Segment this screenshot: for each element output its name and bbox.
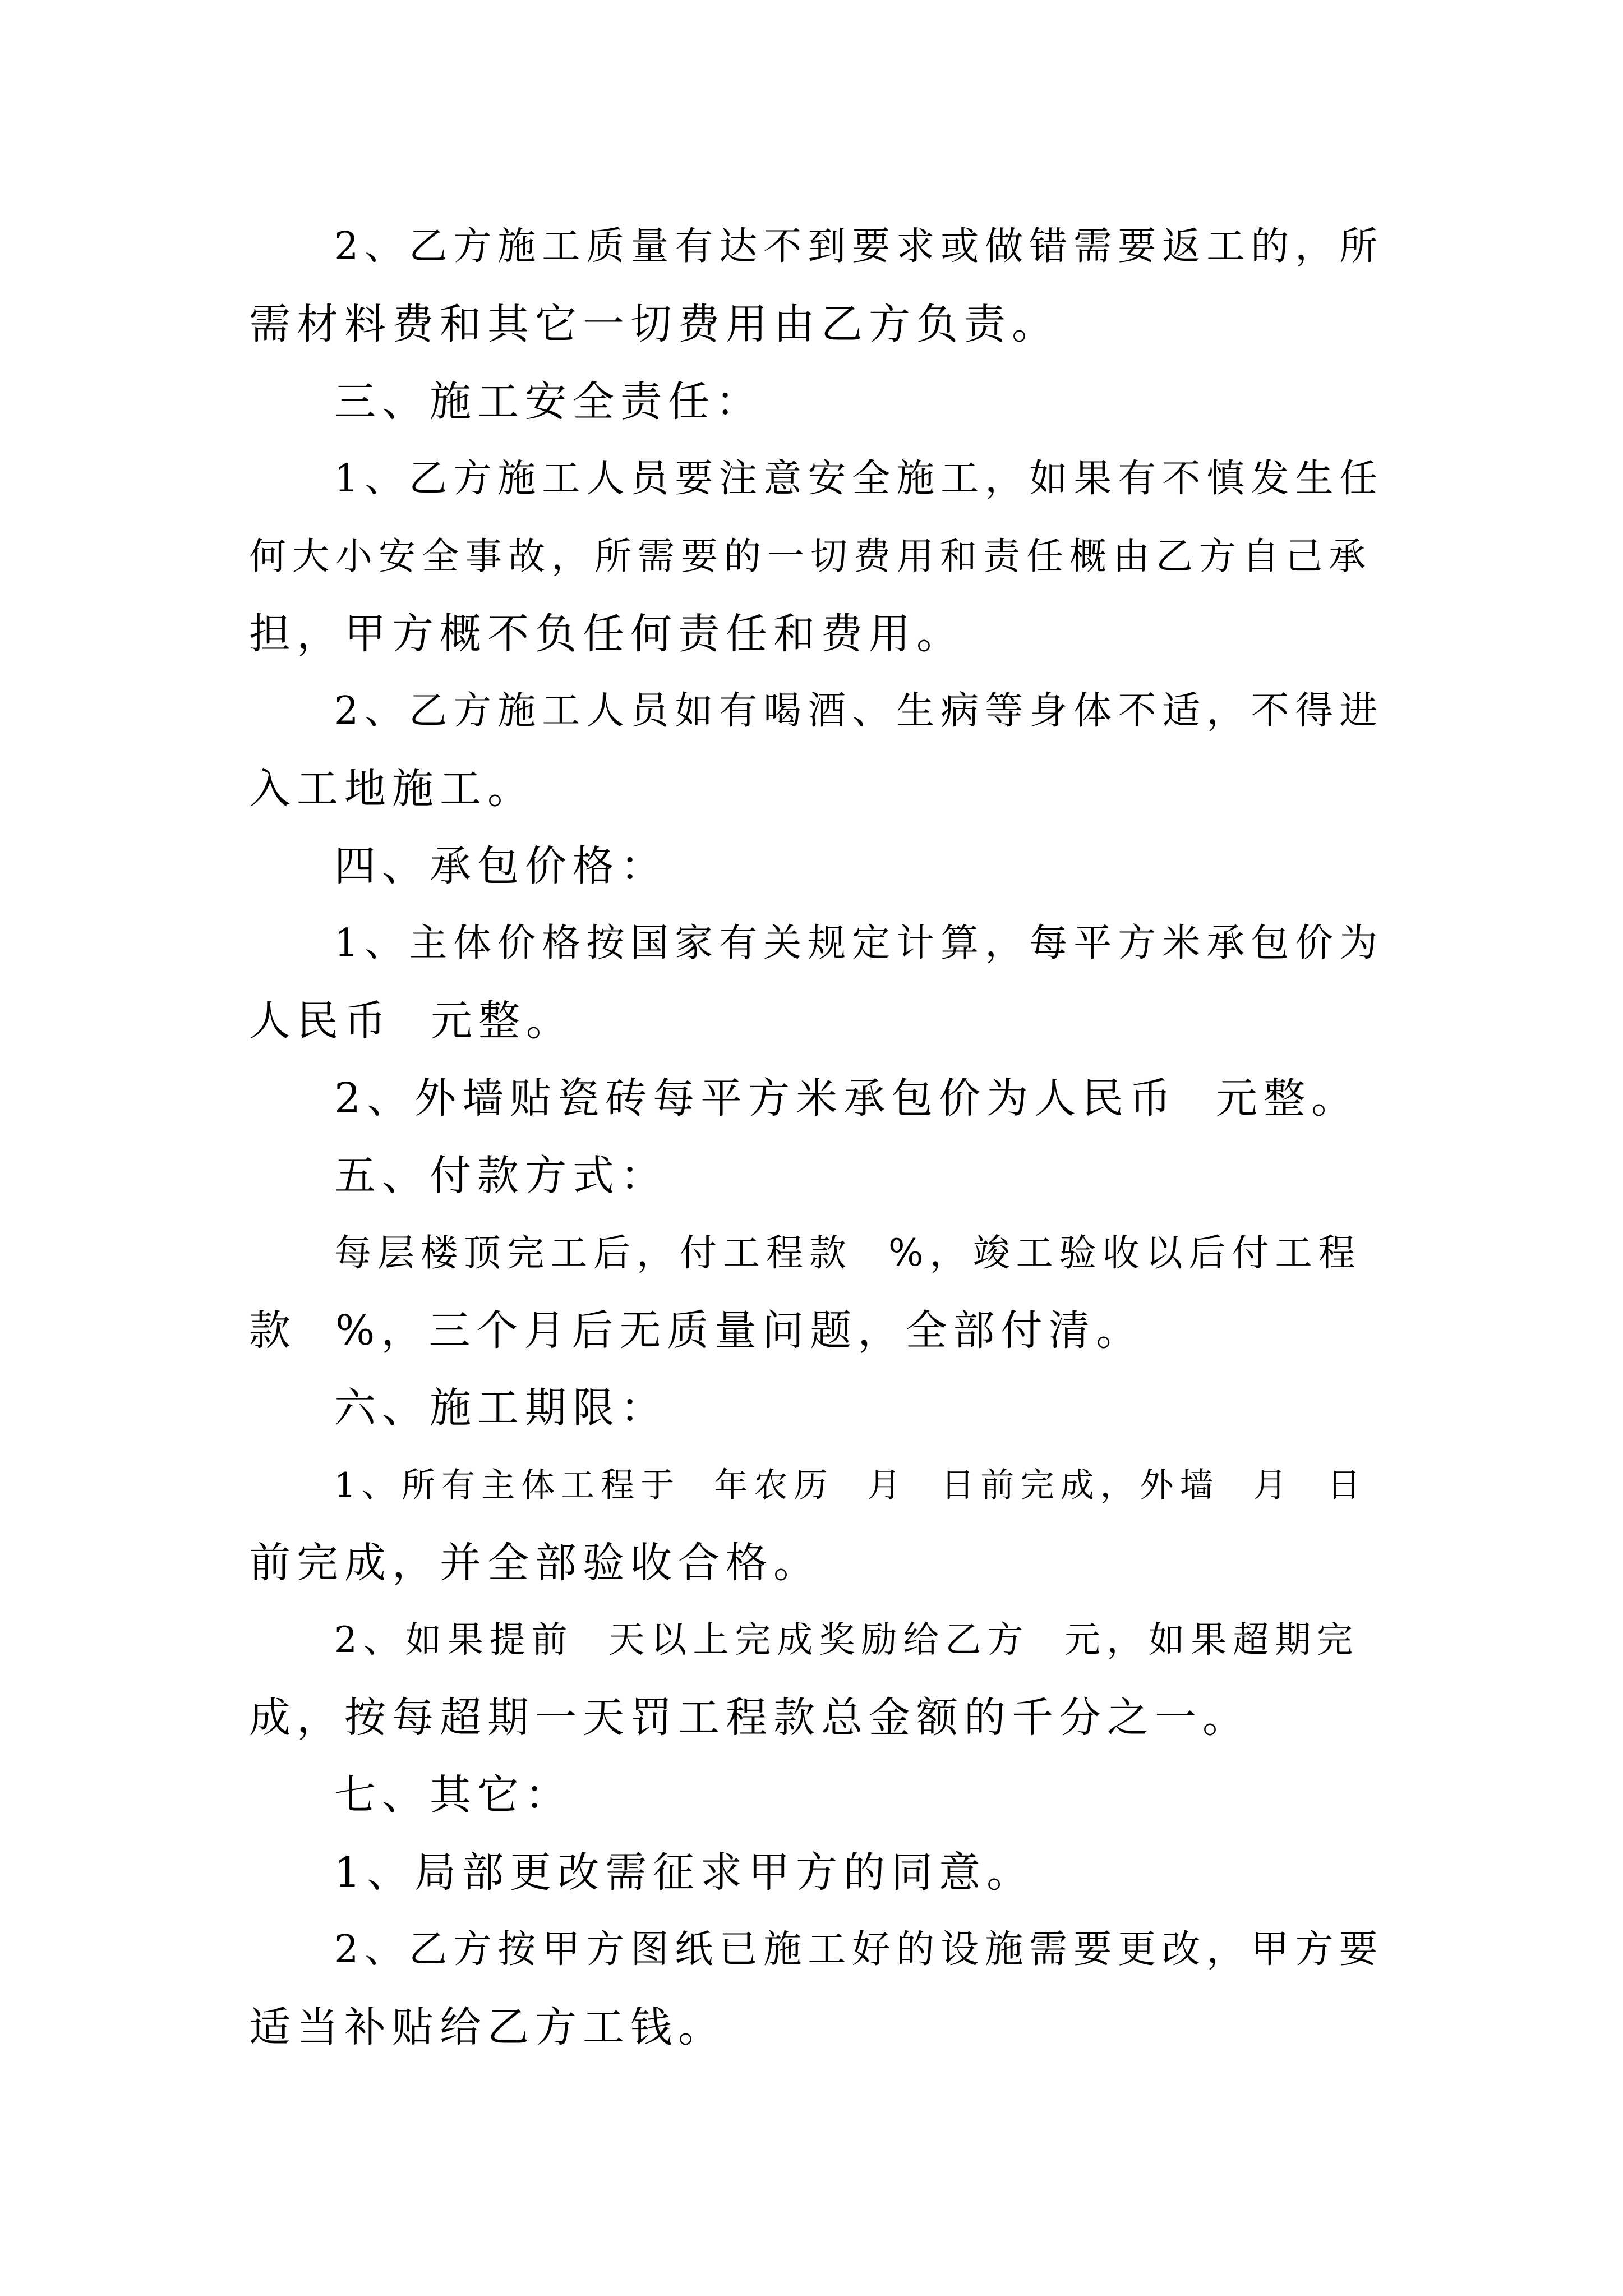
clause-3-2-line-1: 2、乙方施工人员如有喝酒、生病等身体不适，不得进 [334,689,1384,733]
clause-7-2-line-1: 2、乙方按甲方图纸已施工好的设施需要更改，甲方要 [334,1927,1384,1972]
section-3-heading: 三、施工安全责任： [334,378,763,426]
clause-6-2-line-1: 2、如果提前 天以上完成奖励给乙方 元，如果超期完 [334,1619,1359,1661]
clause-2-2-line-2: 需材料费和其它一切费用由乙方负责。 [249,300,1059,348]
clause-2-2-line-1: 2、乙方施工质量有达不到要求或做错需要返工的，所 [334,224,1384,269]
clause-3-2-line-2: 入工地施工。 [249,765,535,813]
clause-7-1: 1、局部更改需征求甲方的同意。 [334,1848,1035,1897]
clause-4-1-line-2: 人民币 元整。 [249,997,574,1045]
section-6-heading: 六、施工期限： [334,1384,668,1432]
section-4-heading: 四、承包价格： [334,842,668,890]
clause-3-1-line-2: 何大小安全事故，所需要的一切费用和责任概由乙方自己承 [249,535,1372,578]
clause-6-1-line-1: 1、所有主体工程于 年农历 月 日前完成，外墙 月 日 [334,1466,1367,1505]
section-5-text-line-1: 每层楼顶完工后，付工程款 %，竣工验收以后付工程 [334,1231,1362,1274]
section-5-heading: 五、付款方式： [334,1152,668,1200]
clause-6-1-line-2: 前完成，并全部验收合格。 [249,1539,821,1587]
clause-7-2-line-2: 适当补贴给乙方工钱。 [249,2003,726,2051]
section-5-text-line-2: 款 %，三个月后无质量问题，全部付清。 [249,1306,1144,1355]
clause-3-1-line-1: 1、乙方施工人员要注意安全施工，如果有不慎发生任 [334,457,1384,501]
clause-4-2: 2、外墙贴瓷砖每平方米承包价为人民币 元整。 [334,1074,1359,1122]
clause-6-2-line-2: 成，按每超期一天罚工程款总金额的千分之一。 [249,1694,1250,1742]
clause-3-1-line-3: 担，甲方概不负任何责任和费用。 [249,610,964,658]
section-7-heading: 七、其它： [334,1771,573,1819]
clause-4-1-line-1: 1、主体价格按国家有关规定计算，每平方米承包价为 [334,921,1384,965]
